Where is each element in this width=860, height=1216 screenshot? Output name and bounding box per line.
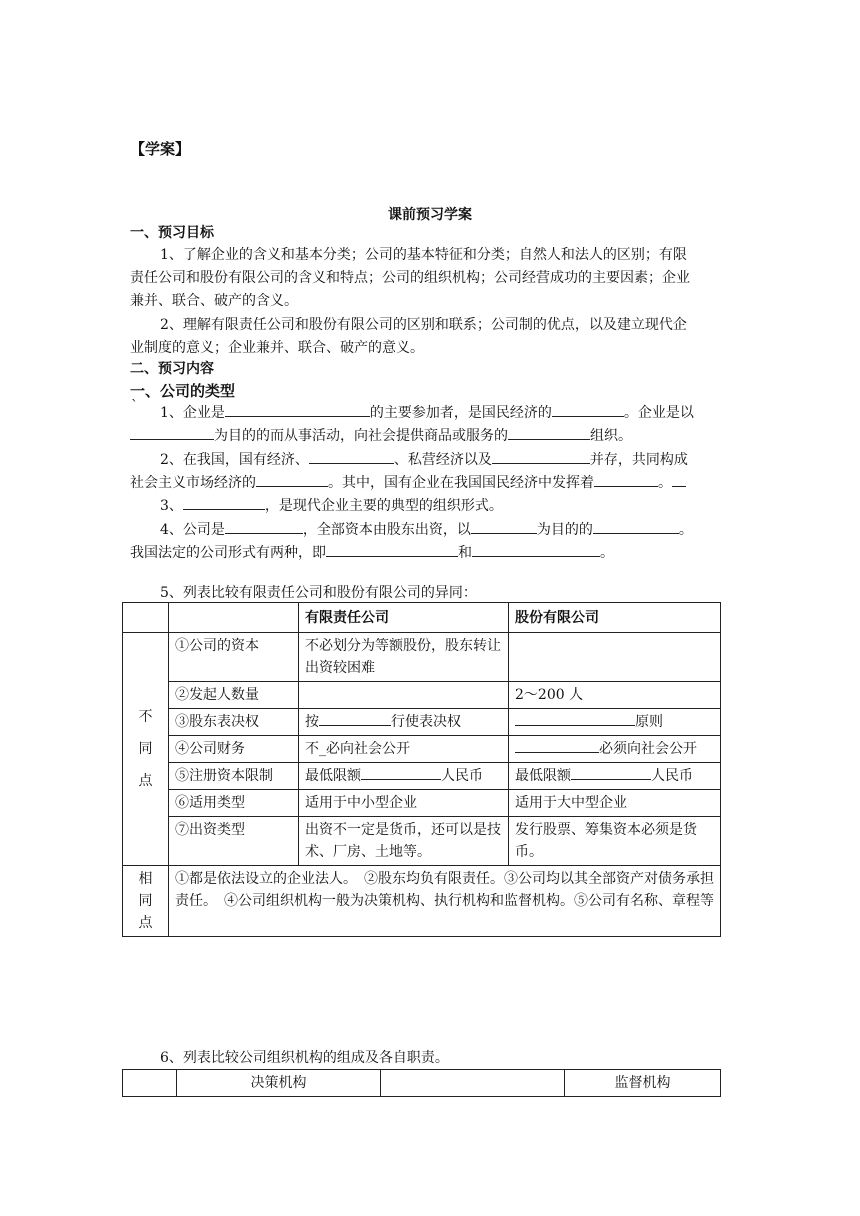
row-llc: 出资不一定是货币，还可以是技术、厂房、土地等。: [299, 817, 509, 866]
row-item: ⑤注册资本限制: [169, 763, 299, 790]
row-llc: 适用于中小型企业: [299, 790, 509, 817]
goal1-line2: 责任公司和股份有限公司的含义和特点；公司的组织机构；公司经营成功的主要因素；企业: [130, 270, 690, 286]
row-jsc: [509, 736, 721, 763]
q4-text-f: 和: [458, 545, 472, 561]
jsc-text-post: 必须向社会公开: [599, 741, 697, 757]
q4-text-c: 为目的的: [536, 522, 593, 538]
diff-label-char: 不: [138, 709, 153, 725]
diff-label-char: 点: [138, 773, 153, 789]
q4-text-a: 4、公司是: [160, 522, 225, 538]
q2-text-a: 2、在我国，国有经济、: [160, 452, 309, 468]
goal2-line2: 业制度的意义；企业兼并、联合、破产的意义。: [130, 340, 424, 356]
table-row: [123, 817, 721, 866]
page-title: 课前预习学案: [388, 207, 472, 223]
table-row: [123, 763, 721, 790]
row-item: ②发起人数量: [169, 682, 299, 709]
diff-label: [123, 633, 169, 866]
q1-blank-1[interactable]: [225, 402, 370, 417]
q3-text-b: ，是现代企业主要的典型的组织形式。: [264, 498, 503, 514]
header-empty-1: [123, 603, 169, 633]
org-header-blank: [381, 1070, 565, 1097]
org-table: [122, 1069, 721, 1097]
same-text: ①都是依法设立的企业法人。 ②股东均负有限责任。③公司均以其全部资产对债务承担责任。 ④公司组织机构一般为决策机构、执行机构和监督机构。⑤公司有名称、章程等: [169, 866, 721, 937]
row-item: ④公司财务: [169, 736, 299, 763]
q4-line2: [130, 542, 730, 564]
jsc-text-post: 原则: [635, 714, 663, 730]
q2-blank-2[interactable]: [492, 449, 590, 464]
org-header-empty: [123, 1070, 177, 1097]
q1-text-e: 组织。: [590, 428, 632, 444]
q5-prompt: 5、列表比较有限责任公司和股份有限公司的异同：: [160, 585, 477, 601]
header-empty-2: [169, 603, 299, 633]
row-llc: [299, 709, 509, 736]
q4-line1: [160, 519, 760, 541]
row-item: ⑥适用类型: [169, 790, 299, 817]
row-jsc: [509, 633, 721, 682]
q4-blank-3[interactable]: [593, 519, 679, 534]
q2-line2: [130, 472, 730, 494]
comparison-table: [122, 602, 721, 937]
jsc-finance-blank[interactable]: [515, 738, 599, 753]
table-row: [123, 633, 721, 682]
q1-line1: [160, 402, 760, 424]
llc-text-pre: 按: [305, 714, 319, 730]
llc-text-post: 行使表决权: [391, 714, 461, 730]
q4-blank-5[interactable]: [472, 542, 600, 557]
q2-blank-3[interactable]: [256, 472, 328, 487]
stray-mark: `: [131, 398, 138, 414]
q2-blank-5[interactable]: [672, 472, 686, 487]
q2-line1: [160, 449, 760, 471]
col-header-jsc: 股份有限公司: [509, 603, 721, 633]
q3-text-a: 3、: [160, 498, 183, 514]
q4-text-d: 。: [678, 522, 693, 538]
same-label-char: 点: [138, 915, 153, 931]
row-llc: [299, 682, 509, 709]
row-item: ⑦出资类型: [169, 817, 299, 866]
q2-text-b: 、私营经济以及: [393, 452, 492, 468]
table-row: [123, 736, 721, 763]
q4-text-g: 。: [600, 545, 614, 561]
jsc-text-pre: 最低限额: [515, 768, 571, 784]
col-header-llc: 有限责任公司: [299, 603, 509, 633]
same-label-char: 同: [138, 893, 153, 909]
row-llc: 不_必向社会公开: [299, 736, 509, 763]
q4-blank-1[interactable]: [225, 519, 303, 534]
llc-text-post: 人民币: [441, 768, 483, 784]
q4-blank-4[interactable]: [326, 542, 458, 557]
row-jsc: 适用于大中型企业: [509, 790, 721, 817]
q1-text-b: 的主要参加者，是国民经济的: [369, 405, 552, 421]
q3-line: [160, 495, 760, 517]
q2-text-e: 。其中，国有企业在我国国民经济中发挥着: [328, 475, 594, 491]
same-label-char: 相: [138, 871, 153, 887]
org-header-decision: 决策机构: [177, 1070, 381, 1097]
q3-blank-1[interactable]: [183, 495, 265, 510]
jsc-vote-blank[interactable]: [515, 711, 635, 726]
row-item: ③股东表决权: [169, 709, 299, 736]
jsc-text-post: 人民币: [651, 768, 693, 784]
row-jsc: [509, 763, 721, 790]
section2-heading: 二、预习内容: [130, 361, 214, 377]
row-llc: [299, 763, 509, 790]
table-header-row: [123, 603, 721, 633]
q2-text-c: 并存，共同构成: [589, 452, 688, 468]
goal1-line3: 兼并、联合、破产的含义。: [130, 293, 298, 309]
llc-capital-blank[interactable]: [361, 765, 441, 780]
llc-text-pre: 最低限额: [305, 768, 361, 784]
q1-text-a: 1、企业是: [160, 405, 225, 421]
q2-text-d: 社会主义市场经济的: [130, 475, 256, 491]
q1-text-d: 为目的的而从事活动，向社会提供商品或服务的: [214, 428, 508, 444]
row-jsc: [509, 709, 721, 736]
q1-blank-4[interactable]: [508, 425, 590, 440]
same-label: [123, 866, 169, 937]
q2-blank-4[interactable]: [594, 472, 658, 487]
company-types-heading: 一、公司的类型: [130, 382, 236, 400]
row-jsc: 发行股票、筹集资本必须是货币。: [509, 817, 721, 866]
header-tag: 【学案】: [130, 140, 191, 158]
q4-text-b: ，全部资本由股东出资，以: [302, 522, 471, 538]
goal1-line1: 1、了解企业的含义和基本分类；公司的基本特征和分类；自然人和法人的区别；有限: [160, 247, 687, 263]
q6-prompt: 6、列表比较公司组织机构的组成及各自职责。: [160, 1050, 449, 1066]
q2-text-f: 。: [658, 475, 672, 491]
org-header-row: [123, 1070, 721, 1097]
row-item: ①公司的资本: [169, 633, 299, 682]
diff-label-char: 同: [138, 741, 153, 757]
org-header-supervision: 监督机构: [565, 1070, 721, 1097]
q1-blank-3[interactable]: [130, 425, 214, 440]
row-llc: 不必划分为等额股份，股东转让出资较困难: [299, 633, 509, 682]
table-row: [123, 790, 721, 817]
q1-blank-2[interactable]: [552, 402, 624, 417]
goal2-line1: 2、理解有限责任公司和股份有限公司的区别和联系；公司制的优点，以及建立现代企: [160, 317, 687, 333]
section1-heading: 一、预习目标: [130, 225, 214, 241]
jsc-capital-blank[interactable]: [571, 765, 651, 780]
llc-vote-blank[interactable]: [319, 711, 391, 726]
q1-text-c: 。企业是以: [623, 405, 694, 421]
q2-blank-1[interactable]: [309, 449, 394, 464]
table-row: [123, 682, 721, 709]
q1-line2: [130, 425, 730, 447]
q4-text-e: 我国法定的公司形式有两种，即: [130, 545, 326, 561]
table-row: [123, 709, 721, 736]
row-jsc: 2～200 人: [509, 682, 721, 709]
table-row-same: [123, 866, 721, 937]
q4-blank-2[interactable]: [471, 519, 537, 534]
